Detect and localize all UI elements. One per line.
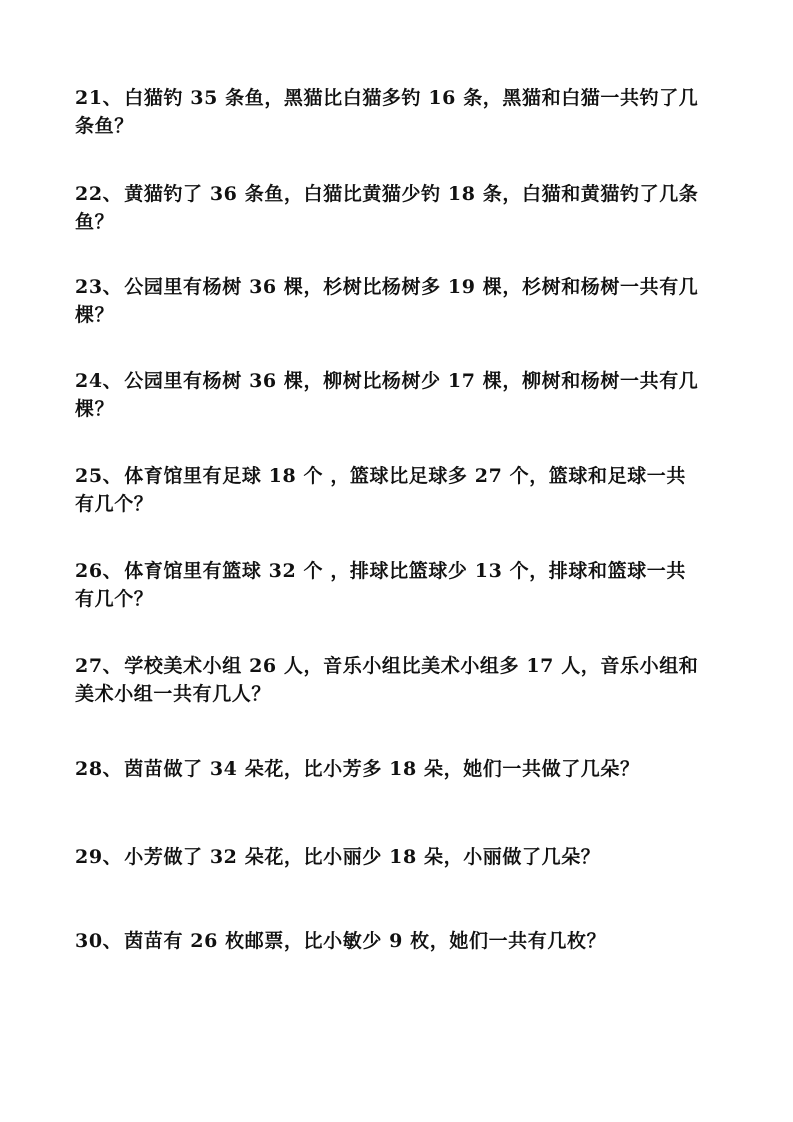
- problem-number: 22、: [75, 183, 123, 205]
- problem-text: 白猫钓 35 条鱼，黑猫比白猫多钓 16 条，黑猫和白猫一共钓了几条鱼？: [75, 87, 699, 137]
- problem-number: 30、: [75, 930, 123, 952]
- problem-number: 27、: [75, 655, 123, 677]
- problem-text: 体育馆里有足球 18 个 ，篮球比足球多 27 个，篮球和足球一共有几个？: [75, 465, 687, 515]
- problem-text: 茵苗有 26 枚邮票，比小敏少 9 枚，她们一共有几枚？: [124, 930, 607, 952]
- problem-26: [75, 557, 705, 613]
- problem-number: 28、: [75, 758, 123, 780]
- problem-29: [75, 843, 705, 871]
- problem-23: [75, 273, 705, 329]
- problem-25: [75, 462, 705, 518]
- problem-number: 21、: [75, 87, 123, 109]
- problem-number: 24、: [75, 370, 123, 392]
- problem-text: 公园里有杨树 36 棵，杉树比杨树多 19 棵，杉树和杨树一共有几棵？: [75, 276, 699, 326]
- problem-text: 公园里有杨树 36 棵，柳树比杨树少 17 棵，柳树和杨树一共有几棵？: [75, 370, 699, 420]
- problem-22: [75, 180, 705, 236]
- problem-text: 学校美术小组 26 人，音乐小组比美术小组多 17 人，音乐小组和美术小组一共有几人？: [75, 655, 699, 705]
- problem-21: [75, 84, 705, 140]
- problem-28: [75, 755, 705, 783]
- problem-text: 体育馆里有篮球 32 个 ，排球比篮球少 13 个，排球和篮球一共有几个？: [75, 560, 687, 610]
- problem-24: [75, 367, 705, 423]
- problem-number: 26、: [75, 560, 123, 582]
- problem-27: [75, 652, 705, 708]
- problem-number: 25、: [75, 465, 123, 487]
- problem-text: 小芳做了 32 朵花，比小丽少 18 朵，小丽做了几朵？: [124, 846, 601, 868]
- problem-text: 黄猫钓了 36 条鱼，白猫比黄猫少钓 18 条，白猫和黄猫钓了几条鱼？: [75, 183, 699, 233]
- problem-text: 茵苗做了 34 朵花，比小芳多 18 朵，她们一共做了几朵？: [124, 758, 640, 780]
- problem-number: 23、: [75, 276, 123, 298]
- problem-number: 29、: [75, 846, 123, 868]
- problem-30: [75, 927, 705, 955]
